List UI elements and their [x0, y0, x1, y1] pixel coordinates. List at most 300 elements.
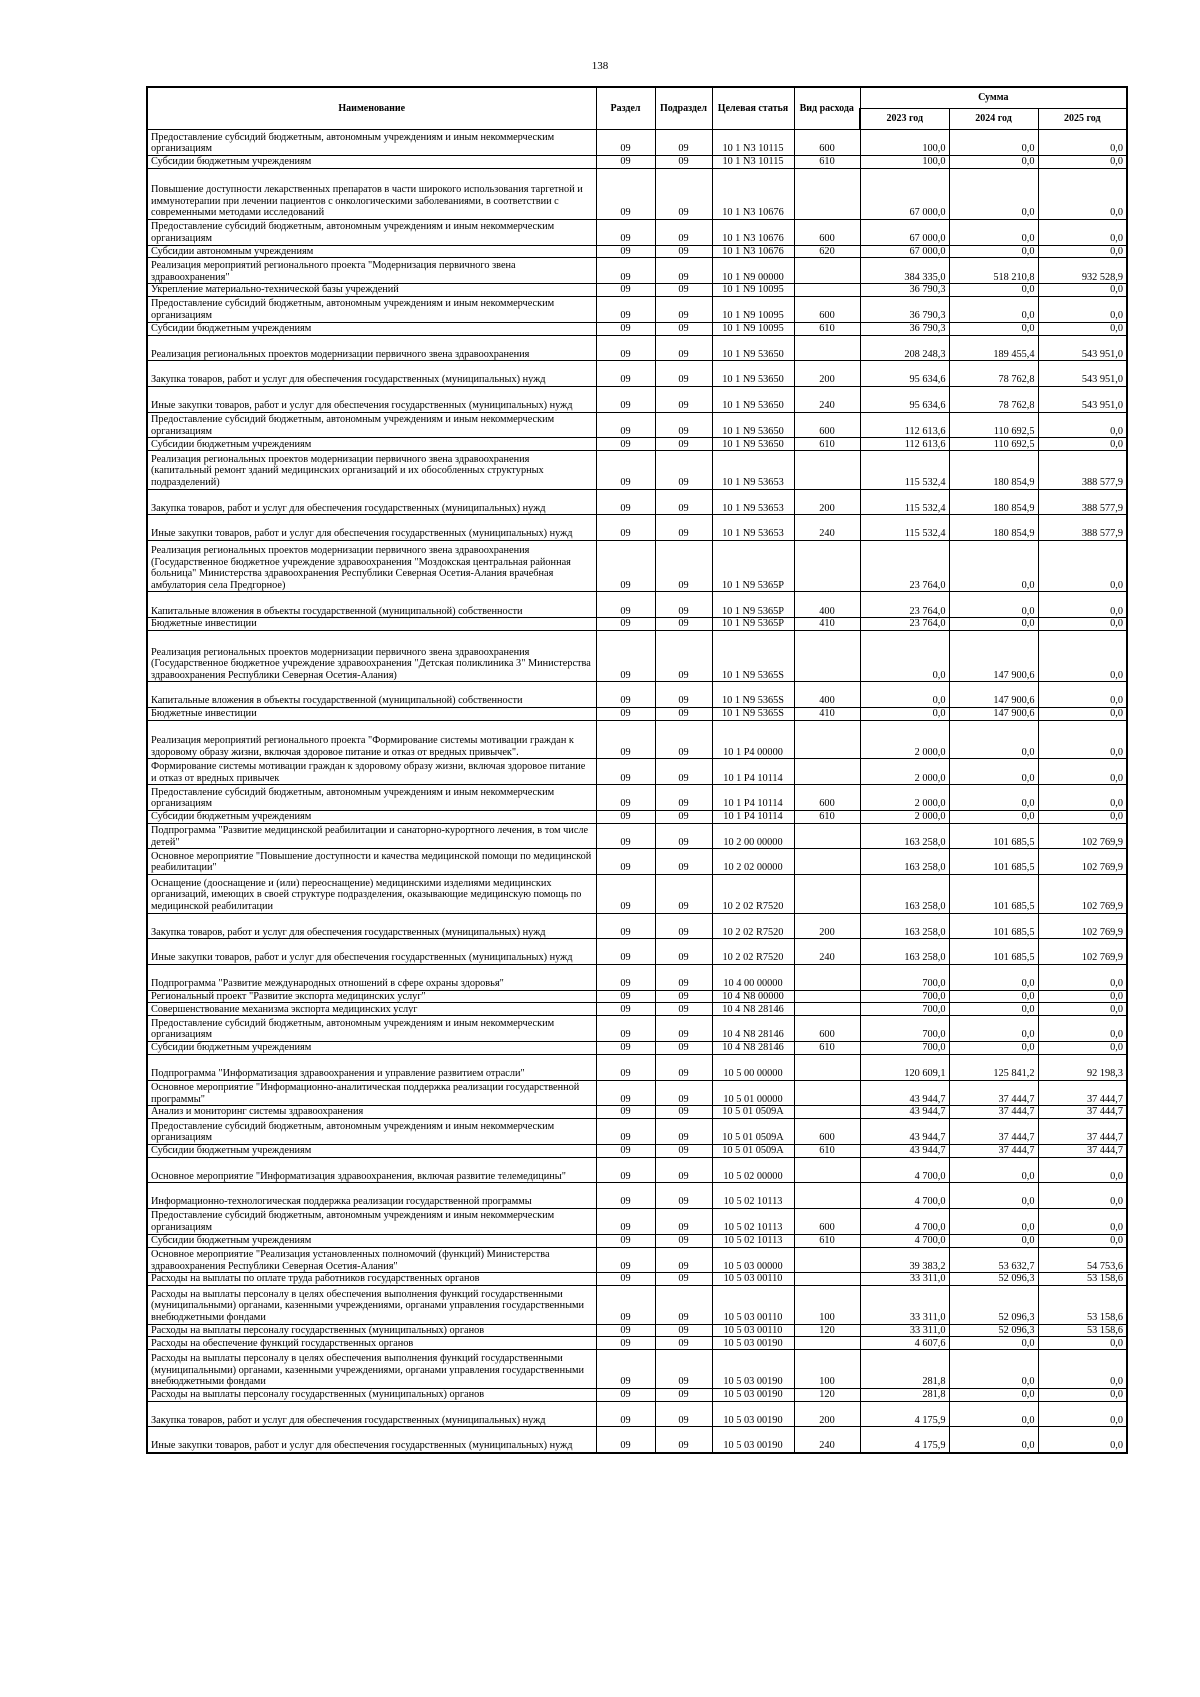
cell-target-article: 10 1 N9 53653 — [712, 489, 794, 515]
cell-expense-type: 400 — [794, 592, 860, 618]
cell-sum-2024: 0,0 — [949, 785, 1038, 811]
cell-sum-2023: 33 311,0 — [860, 1286, 949, 1325]
cell-sum-2024: 110 692,5 — [949, 412, 1038, 438]
table-row — [147, 785, 1127, 811]
cell-sum-2024: 101 685,5 — [949, 913, 1038, 939]
cell-name: Иные закупки товаров, работ и услуг для обеспечения государственных (муниципальных) нужд — [147, 939, 596, 965]
cell-sum-2024: 0,0 — [949, 1157, 1038, 1183]
cell-sum-2024: 0,0 — [949, 1042, 1038, 1055]
cell-sum-2024: 0,0 — [949, 592, 1038, 618]
cell-expense-type: 200 — [794, 361, 860, 387]
cell-expense-type — [794, 1337, 860, 1350]
header-year-2023: 2023 год — [860, 109, 949, 130]
header-target-article: Целевая статья — [712, 87, 794, 130]
cell-section: 09 — [596, 219, 655, 245]
cell-target-article: 10 1 N9 5365S — [712, 630, 794, 681]
cell-section: 09 — [596, 1016, 655, 1042]
cell-sum-2023: 2 000,0 — [860, 785, 949, 811]
cell-sum-2024: 180 854,9 — [949, 515, 1038, 541]
cell-sum-2023: 384 335,0 — [860, 258, 949, 284]
cell-target-article: 10 5 03 00000 — [712, 1247, 794, 1273]
cell-target-article: 10 1 N9 53650 — [712, 361, 794, 387]
cell-name: Закупка товаров, работ и услуг для обеспечения государственных (муниципальных) нужд — [147, 489, 596, 515]
cell-sum-2024: 101 685,5 — [949, 823, 1038, 849]
cell-sum-2024: 0,0 — [949, 1003, 1038, 1016]
cell-subsection: 09 — [655, 1042, 712, 1055]
cell-name: Бюджетные инвестиции — [147, 708, 596, 721]
cell-name: Предоставление субсидий бюджетным, автономным учреждениям и иным некоммерческим организациям — [147, 130, 596, 156]
cell-name: Расходы на обеспечение функций государственных органов — [147, 1337, 596, 1350]
cell-section: 09 — [596, 720, 655, 759]
cell-sum-2025: 0,0 — [1038, 412, 1127, 438]
cell-sum-2024: 37 444,7 — [949, 1144, 1038, 1157]
cell-subsection: 09 — [655, 759, 712, 785]
table-row — [147, 990, 1127, 1003]
table-row — [147, 1042, 1127, 1055]
cell-subsection: 09 — [655, 451, 712, 490]
cell-sum-2025: 92 198,3 — [1038, 1054, 1127, 1080]
cell-target-article: 10 1 N9 53653 — [712, 515, 794, 541]
cell-section: 09 — [596, 489, 655, 515]
cell-target-article: 10 1 N3 10676 — [712, 245, 794, 258]
cell-sum-2025: 37 444,7 — [1038, 1144, 1127, 1157]
cell-expense-type: 200 — [794, 1401, 860, 1427]
cell-subsection: 09 — [655, 130, 712, 156]
cell-sum-2024: 101 685,5 — [949, 939, 1038, 965]
cell-sum-2025: 0,0 — [1038, 810, 1127, 823]
cell-sum-2024: 0,0 — [949, 1208, 1038, 1234]
cell-sum-2023: 36 790,3 — [860, 284, 949, 297]
cell-sum-2025: 0,0 — [1038, 1401, 1127, 1427]
cell-section: 09 — [596, 1273, 655, 1286]
cell-sum-2025: 53 158,6 — [1038, 1324, 1127, 1337]
cell-sum-2024: 180 854,9 — [949, 451, 1038, 490]
cell-sum-2025: 0,0 — [1038, 130, 1127, 156]
cell-expense-type — [794, 1247, 860, 1273]
cell-name: Региональный проект "Развитие экспорта медицинских услуг" — [147, 990, 596, 1003]
cell-section: 09 — [596, 1427, 655, 1453]
cell-sum-2023: 23 764,0 — [860, 592, 949, 618]
cell-sum-2024: 110 692,5 — [949, 438, 1038, 451]
cell-expense-type — [794, 720, 860, 759]
cell-subsection: 09 — [655, 1286, 712, 1325]
table-row — [147, 1337, 1127, 1350]
cell-sum-2025: 53 158,6 — [1038, 1286, 1127, 1325]
cell-sum-2023: 112 613,6 — [860, 412, 949, 438]
cell-sum-2023: 700,0 — [860, 1003, 949, 1016]
table-body — [147, 130, 1127, 1453]
cell-expense-type: 600 — [794, 1016, 860, 1042]
cell-sum-2024: 78 762,8 — [949, 361, 1038, 387]
table-row — [147, 219, 1127, 245]
cell-section: 09 — [596, 541, 655, 592]
table-row — [147, 515, 1127, 541]
cell-sum-2024: 0,0 — [949, 1427, 1038, 1453]
table-row — [147, 1350, 1127, 1389]
cell-subsection: 09 — [655, 592, 712, 618]
cell-name: Капитальные вложения в объекты государственной (муниципальной) собственности — [147, 682, 596, 708]
cell-subsection: 09 — [655, 1208, 712, 1234]
cell-section: 09 — [596, 412, 655, 438]
cell-expense-type: 120 — [794, 1388, 860, 1401]
cell-section: 09 — [596, 630, 655, 681]
cell-sum-2025: 0,0 — [1038, 1234, 1127, 1247]
cell-subsection: 09 — [655, 1427, 712, 1453]
header-year-2025: 2025 год — [1038, 109, 1127, 130]
cell-subsection: 09 — [655, 335, 712, 361]
cell-section: 09 — [596, 759, 655, 785]
cell-target-article: 10 5 03 00110 — [712, 1324, 794, 1337]
cell-sum-2025: 102 769,9 — [1038, 913, 1127, 939]
cell-section: 09 — [596, 361, 655, 387]
cell-expense-type — [794, 451, 860, 490]
cell-sum-2023: 700,0 — [860, 1042, 949, 1055]
cell-name: Реализация региональных проектов модернизации первичного звена здравоохранения — [147, 335, 596, 361]
cell-sum-2023: 2 000,0 — [860, 720, 949, 759]
cell-name: Реализация региональных проектов модернизации первичного звена здравоохранения (Государственное бюджетное учреждение здравоохранения "Детская поликлиника 3" Министерства здравоохранения Республики Северная Осетия-Алания) — [147, 630, 596, 681]
cell-sum-2024: 37 444,7 — [949, 1119, 1038, 1145]
cell-target-article: 10 2 02 R7520 — [712, 913, 794, 939]
table-row — [147, 1119, 1127, 1145]
cell-expense-type — [794, 630, 860, 681]
cell-name: Закупка товаров, работ и услуг для обеспечения государственных (муниципальных) нужд — [147, 1401, 596, 1427]
cell-sum-2025: 53 158,6 — [1038, 1273, 1127, 1286]
cell-sum-2023: 208 248,3 — [860, 335, 949, 361]
cell-sum-2025: 388 577,9 — [1038, 489, 1127, 515]
table-row — [147, 1183, 1127, 1209]
cell-name: Предоставление субсидий бюджетным, автономным учреждениям и иным некоммерческим организациям — [147, 1119, 596, 1145]
cell-name: Бюджетные инвестиции — [147, 618, 596, 631]
cell-sum-2023: 23 764,0 — [860, 541, 949, 592]
table-row — [147, 130, 1127, 156]
cell-subsection: 09 — [655, 618, 712, 631]
cell-expense-type: 610 — [794, 1144, 860, 1157]
table-row — [147, 1427, 1127, 1453]
table-row — [147, 1234, 1127, 1247]
cell-name: Оснащение (дооснащение и (или) переоснащение) медицинскими изделиями медицинских организаций, имеющих в своей структуре подразделения, оказывающие медицинскую помощь по медицинской реабилитации — [147, 875, 596, 914]
cell-sum-2024: 147 900,6 — [949, 682, 1038, 708]
cell-target-article: 10 1 N9 5365S — [712, 708, 794, 721]
cell-sum-2024: 0,0 — [949, 1401, 1038, 1427]
cell-expense-type: 610 — [794, 438, 860, 451]
cell-expense-type: 240 — [794, 1427, 860, 1453]
cell-sum-2025: 0,0 — [1038, 245, 1127, 258]
cell-name: Анализ и мониторинг системы здравоохранения — [147, 1106, 596, 1119]
cell-sum-2025: 0,0 — [1038, 785, 1127, 811]
cell-section: 09 — [596, 1247, 655, 1273]
cell-target-article: 10 5 03 00110 — [712, 1273, 794, 1286]
cell-section: 09 — [596, 245, 655, 258]
cell-target-article: 10 1 N3 10115 — [712, 155, 794, 168]
table-row — [147, 451, 1127, 490]
cell-sum-2023: 115 532,4 — [860, 489, 949, 515]
table-row — [147, 1208, 1127, 1234]
cell-name: Основное мероприятие "Реализация установленных полномочий (функций) Министерства здравоохранения Республики Северная Осетия-Алания" — [147, 1247, 596, 1273]
cell-sum-2023: 33 311,0 — [860, 1273, 949, 1286]
cell-sum-2025: 102 769,9 — [1038, 939, 1127, 965]
cell-subsection: 09 — [655, 386, 712, 412]
cell-sum-2023: 163 258,0 — [860, 849, 949, 875]
cell-section: 09 — [596, 682, 655, 708]
cell-section: 09 — [596, 875, 655, 914]
cell-sum-2023: 700,0 — [860, 1016, 949, 1042]
cell-target-article: 10 5 01 0509A — [712, 1119, 794, 1145]
cell-target-article: 10 4 N8 00000 — [712, 990, 794, 1003]
cell-target-article: 10 1 N9 5365S — [712, 682, 794, 708]
cell-expense-type: 600 — [794, 412, 860, 438]
cell-expense-type — [794, 284, 860, 297]
cell-sum-2025: 0,0 — [1038, 1003, 1127, 1016]
cell-name: Субсидии бюджетным учреждениям — [147, 1144, 596, 1157]
table-row — [147, 335, 1127, 361]
table-row — [147, 708, 1127, 721]
cell-sum-2024: 53 632,7 — [949, 1247, 1038, 1273]
cell-sum-2025: 388 577,9 — [1038, 515, 1127, 541]
cell-target-article: 10 1 N3 10115 — [712, 130, 794, 156]
cell-name: Иные закупки товаров, работ и услуг для обеспечения государственных (муниципальных) нужд — [147, 1427, 596, 1453]
cell-subsection: 09 — [655, 1388, 712, 1401]
cell-sum-2024: 147 900,6 — [949, 630, 1038, 681]
cell-section: 09 — [596, 155, 655, 168]
cell-sum-2025: 932 528,9 — [1038, 258, 1127, 284]
cell-section: 09 — [596, 335, 655, 361]
cell-sum-2025: 0,0 — [1038, 1388, 1127, 1401]
cell-section: 09 — [596, 1401, 655, 1427]
cell-expense-type: 600 — [794, 296, 860, 322]
cell-subsection: 09 — [655, 438, 712, 451]
cell-target-article: 10 1 N9 5365P — [712, 618, 794, 631]
table-row — [147, 1324, 1127, 1337]
cell-sum-2025: 0,0 — [1038, 1157, 1127, 1183]
table-row — [147, 592, 1127, 618]
cell-sum-2024: 0,0 — [949, 964, 1038, 990]
cell-expense-type: 600 — [794, 130, 860, 156]
cell-sum-2025: 0,0 — [1038, 1183, 1127, 1209]
cell-subsection: 09 — [655, 258, 712, 284]
cell-sum-2023: 4 700,0 — [860, 1183, 949, 1209]
header-name: Наименование — [147, 87, 596, 130]
cell-target-article: 10 1 N9 5365P — [712, 592, 794, 618]
cell-sum-2025: 0,0 — [1038, 541, 1127, 592]
cell-name: Субсидии бюджетным учреждениям — [147, 438, 596, 451]
cell-sum-2025: 37 444,7 — [1038, 1106, 1127, 1119]
cell-expense-type: 410 — [794, 618, 860, 631]
cell-sum-2023: 112 613,6 — [860, 438, 949, 451]
cell-sum-2025: 0,0 — [1038, 592, 1127, 618]
cell-sum-2025: 102 769,9 — [1038, 849, 1127, 875]
cell-name: Основное мероприятие "Повышение доступности и качества медицинской помощи по медицинской реабилитации" — [147, 849, 596, 875]
cell-target-article: 10 2 00 00000 — [712, 823, 794, 849]
cell-sum-2023: 43 944,7 — [860, 1144, 949, 1157]
cell-sum-2023: 700,0 — [860, 964, 949, 990]
cell-name: Расходы на выплаты персоналу в целях обеспечения выполнения функций государственными (муниципальными) органами, казенными учреждениями, органами управления государственными внебюджетными фондами — [147, 1350, 596, 1389]
cell-section: 09 — [596, 1286, 655, 1325]
header-expense-type: Вид расхода — [794, 87, 860, 130]
cell-sum-2025: 0,0 — [1038, 630, 1127, 681]
cell-target-article: 10 1 N9 5365P — [712, 541, 794, 592]
table-row — [147, 682, 1127, 708]
cell-subsection: 09 — [655, 322, 712, 335]
table-row — [147, 810, 1127, 823]
cell-sum-2024: 0,0 — [949, 130, 1038, 156]
cell-section: 09 — [596, 1350, 655, 1389]
table-header — [147, 87, 1127, 130]
cell-sum-2024: 0,0 — [949, 155, 1038, 168]
cell-subsection: 09 — [655, 245, 712, 258]
cell-sum-2024: 101 685,5 — [949, 875, 1038, 914]
cell-target-article: 10 1 P4 10114 — [712, 810, 794, 823]
cell-name: Реализация мероприятий регионального проекта "Модернизация первичного звена здравоохранения" — [147, 258, 596, 284]
cell-name: Капитальные вложения в объекты государственной (муниципальной) собственности — [147, 592, 596, 618]
table-row — [147, 168, 1127, 219]
table-row — [147, 1054, 1127, 1080]
cell-section: 09 — [596, 849, 655, 875]
cell-section: 09 — [596, 964, 655, 990]
cell-subsection: 09 — [655, 1273, 712, 1286]
cell-sum-2024: 52 096,3 — [949, 1286, 1038, 1325]
cell-sum-2023: 4 700,0 — [860, 1208, 949, 1234]
table-row — [147, 1157, 1127, 1183]
cell-name: Субсидии бюджетным учреждениям — [147, 810, 596, 823]
cell-target-article: 10 1 N9 53650 — [712, 386, 794, 412]
cell-name: Предоставление субсидий бюджетным, автономным учреждениям и иным некоммерческим организациям — [147, 412, 596, 438]
cell-target-article: 10 5 03 00190 — [712, 1388, 794, 1401]
cell-target-article: 10 5 01 00000 — [712, 1080, 794, 1106]
cell-subsection: 09 — [655, 1157, 712, 1183]
cell-sum-2023: 281,8 — [860, 1350, 949, 1389]
cell-expense-type — [794, 335, 860, 361]
cell-expense-type — [794, 1273, 860, 1286]
cell-section: 09 — [596, 1042, 655, 1055]
cell-subsection: 09 — [655, 361, 712, 387]
cell-section: 09 — [596, 1157, 655, 1183]
cell-section: 09 — [596, 990, 655, 1003]
cell-target-article: 10 1 N3 10676 — [712, 168, 794, 219]
cell-expense-type: 240 — [794, 939, 860, 965]
table-row — [147, 245, 1127, 258]
cell-sum-2023: 4 700,0 — [860, 1234, 949, 1247]
cell-name: Предоставление субсидий бюджетным, автономным учреждениям и иным некоммерческим организациям — [147, 1016, 596, 1042]
table-row — [147, 1080, 1127, 1106]
cell-target-article: 10 5 03 00190 — [712, 1337, 794, 1350]
cell-sum-2024: 0,0 — [949, 720, 1038, 759]
cell-expense-type — [794, 258, 860, 284]
cell-target-article: 10 4 N8 28146 — [712, 1042, 794, 1055]
cell-sum-2023: 120 609,1 — [860, 1054, 949, 1080]
cell-target-article: 10 4 N8 28146 — [712, 1016, 794, 1042]
cell-section: 09 — [596, 284, 655, 297]
cell-subsection: 09 — [655, 1401, 712, 1427]
cell-subsection: 09 — [655, 1003, 712, 1016]
cell-subsection: 09 — [655, 1234, 712, 1247]
cell-sum-2024: 147 900,6 — [949, 708, 1038, 721]
cell-name: Субсидии бюджетным учреждениям — [147, 1042, 596, 1055]
cell-section: 09 — [596, 168, 655, 219]
cell-section: 09 — [596, 1234, 655, 1247]
cell-section: 09 — [596, 438, 655, 451]
cell-section: 09 — [596, 451, 655, 490]
cell-sum-2024: 0,0 — [949, 759, 1038, 785]
cell-target-article: 10 1 N9 53650 — [712, 335, 794, 361]
cell-sum-2025: 102 769,9 — [1038, 875, 1127, 914]
cell-subsection: 09 — [655, 1016, 712, 1042]
cell-sum-2023: 33 311,0 — [860, 1324, 949, 1337]
cell-sum-2023: 36 790,3 — [860, 296, 949, 322]
cell-subsection: 09 — [655, 682, 712, 708]
cell-sum-2025: 543 951,0 — [1038, 386, 1127, 412]
cell-section: 09 — [596, 1106, 655, 1119]
cell-subsection: 09 — [655, 284, 712, 297]
cell-subsection: 09 — [655, 219, 712, 245]
table-row — [147, 412, 1127, 438]
table-row — [147, 720, 1127, 759]
cell-sum-2024: 0,0 — [949, 1234, 1038, 1247]
cell-name: Подпрограмма "Информатизация здравоохранения и управление развитием отрасли" — [147, 1054, 596, 1080]
table-row — [147, 1401, 1127, 1427]
cell-sum-2024: 0,0 — [949, 1388, 1038, 1401]
cell-target-article: 10 5 01 0509A — [712, 1106, 794, 1119]
cell-section: 09 — [596, 810, 655, 823]
table-row — [147, 939, 1127, 965]
cell-sum-2025: 37 444,7 — [1038, 1119, 1127, 1145]
cell-name: Расходы на выплаты персоналу государственных (муниципальных) органов — [147, 1388, 596, 1401]
table-row — [147, 322, 1127, 335]
cell-sum-2024: 52 096,3 — [949, 1273, 1038, 1286]
cell-subsection: 09 — [655, 1247, 712, 1273]
cell-target-article: 10 1 P4 10114 — [712, 759, 794, 785]
budget-table — [146, 86, 1128, 1454]
cell-subsection: 09 — [655, 630, 712, 681]
cell-target-article: 10 5 02 10113 — [712, 1183, 794, 1209]
cell-name: Реализация региональных проектов модернизации первичного звена здравоохранения (капитальный ремонт зданий медицинских организаций и их обособленных структурных подразделений) — [147, 451, 596, 490]
cell-subsection: 09 — [655, 990, 712, 1003]
cell-sum-2023: 67 000,0 — [860, 245, 949, 258]
cell-name: Иные закупки товаров, работ и услуг для обеспечения государственных (муниципальных) нужд — [147, 515, 596, 541]
table-row — [147, 361, 1127, 387]
cell-name: Иные закупки товаров, работ и услуг для обеспечения государственных (муниципальных) нужд — [147, 386, 596, 412]
cell-sum-2024: 180 854,9 — [949, 489, 1038, 515]
cell-target-article: 10 4 00 00000 — [712, 964, 794, 990]
cell-target-article: 10 2 02 00000 — [712, 849, 794, 875]
cell-sum-2023: 43 944,7 — [860, 1106, 949, 1119]
cell-subsection: 09 — [655, 964, 712, 990]
table-row — [147, 296, 1127, 322]
cell-section: 09 — [596, 1054, 655, 1080]
cell-name: Расходы на выплаты персоналу государственных (муниципальных) органов — [147, 1324, 596, 1337]
table-row — [147, 759, 1127, 785]
cell-section: 09 — [596, 1337, 655, 1350]
cell-sum-2023: 43 944,7 — [860, 1080, 949, 1106]
cell-sum-2025: 543 951,0 — [1038, 335, 1127, 361]
cell-expense-type — [794, 1157, 860, 1183]
cell-subsection: 09 — [655, 720, 712, 759]
cell-sum-2025: 0,0 — [1038, 1042, 1127, 1055]
table-row — [147, 849, 1127, 875]
cell-name: Основное мероприятие "Информационно-аналитическая поддержка реализации государственной программы" — [147, 1080, 596, 1106]
cell-name: Подпрограмма "Развитие международных отношений в сфере охраны здоровья" — [147, 964, 596, 990]
cell-sum-2023: 67 000,0 — [860, 168, 949, 219]
cell-target-article: 10 5 03 00190 — [712, 1350, 794, 1389]
cell-sum-2025: 0,0 — [1038, 322, 1127, 335]
cell-sum-2025: 37 444,7 — [1038, 1080, 1127, 1106]
cell-sum-2025: 0,0 — [1038, 759, 1127, 785]
cell-sum-2023: 163 258,0 — [860, 875, 949, 914]
table-row — [147, 1388, 1127, 1401]
cell-expense-type: 600 — [794, 1208, 860, 1234]
cell-expense-type: 240 — [794, 515, 860, 541]
cell-sum-2023: 0,0 — [860, 630, 949, 681]
cell-expense-type: 400 — [794, 682, 860, 708]
